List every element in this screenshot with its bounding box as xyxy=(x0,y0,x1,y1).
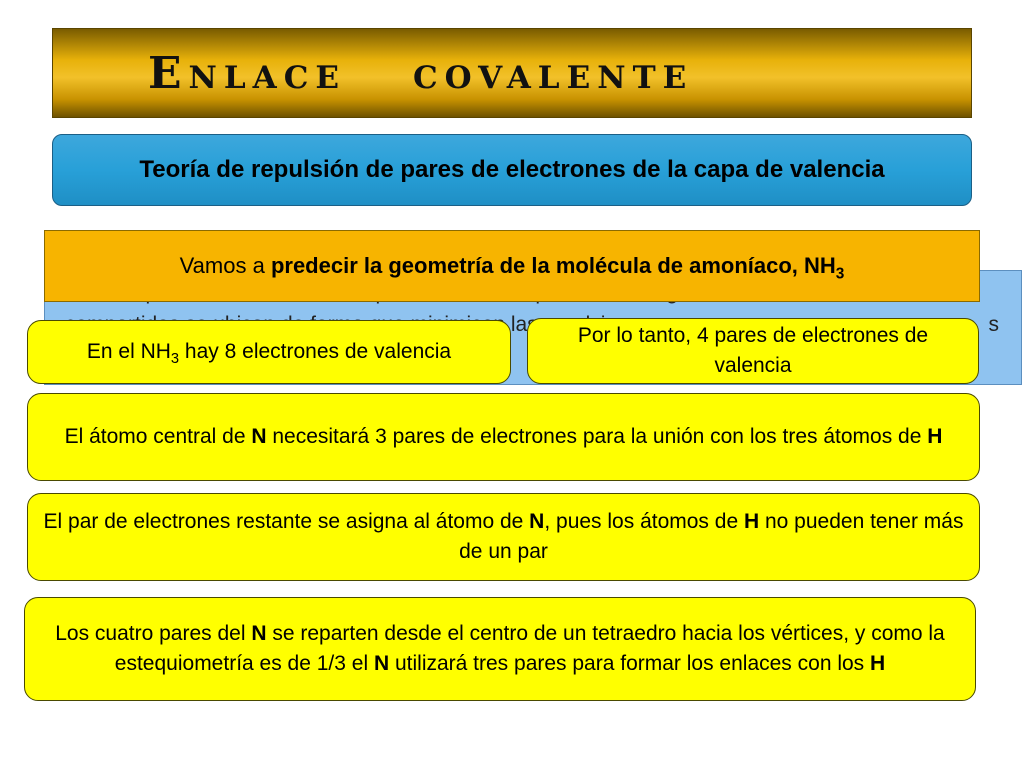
tetrahedron-text xyxy=(39,619,961,679)
subtitle-box xyxy=(52,134,972,206)
tetrahedron-box xyxy=(24,597,976,701)
central-bold-h: H xyxy=(927,425,943,448)
tetra-part-2: se reparten desde el centro de un tetraedro hacia los vértices, y como la estequiometría es de 1/3 el xyxy=(114,622,945,675)
remaining-bold-n: N xyxy=(529,510,545,533)
central-part-2: necesitará 3 pares de electrones para la unión con los tres átomos de xyxy=(266,425,928,448)
tetra-part-3: utilizará tres pares para formar los enlaces con los xyxy=(389,652,871,675)
tetra-part-1: Los cuatro pares del xyxy=(55,622,252,645)
remaining-part-1: El par de electrones restante se asigna al átomo de xyxy=(43,510,530,533)
remaining-part-2: , pues los átomos de xyxy=(544,510,744,533)
remaining-pair-box xyxy=(27,493,980,581)
subtitle-text: Teoría de repulsión de pares de electrones de la capa de valencia xyxy=(139,156,885,183)
electron-pairs-box xyxy=(527,318,979,384)
slide-title: Enlace covalente xyxy=(148,47,694,99)
tetra-bold-n-1: N xyxy=(251,622,267,645)
valence-electrons-box xyxy=(27,320,511,384)
statement-subscript: 3 xyxy=(835,265,845,283)
electron-pairs-text: Por lo tanto, 4 pares de electrones de valencia xyxy=(577,324,929,377)
tetra-bold-n-2: N xyxy=(373,652,390,675)
statement-text xyxy=(179,253,845,283)
background-line-2: las xyxy=(510,313,538,336)
valence-subscript: 3 xyxy=(170,351,180,368)
central-atom-text xyxy=(65,422,943,452)
statement-prefix: Vamos a xyxy=(179,253,271,278)
remaining-part-3: no pueden tener más de un par xyxy=(459,510,964,563)
valence-electrons-text xyxy=(87,337,451,367)
background-fragment-right: s xyxy=(988,313,999,336)
remaining-bold-h: H xyxy=(743,510,760,533)
valence-suffix: hay 8 electrones de valencia xyxy=(179,340,452,363)
remaining-pair-text xyxy=(42,507,965,567)
valence-prefix: En el NH xyxy=(86,340,171,363)
statement-box xyxy=(44,230,980,302)
central-bold-n: N xyxy=(251,425,267,448)
central-part-1: El átomo central de xyxy=(64,425,252,448)
tetra-bold-h: H xyxy=(870,652,886,675)
statement-bold: predecir la geometría de la molécula de amoníaco, NH xyxy=(270,253,836,278)
central-atom-box xyxy=(27,393,980,481)
title-banner xyxy=(52,28,972,118)
